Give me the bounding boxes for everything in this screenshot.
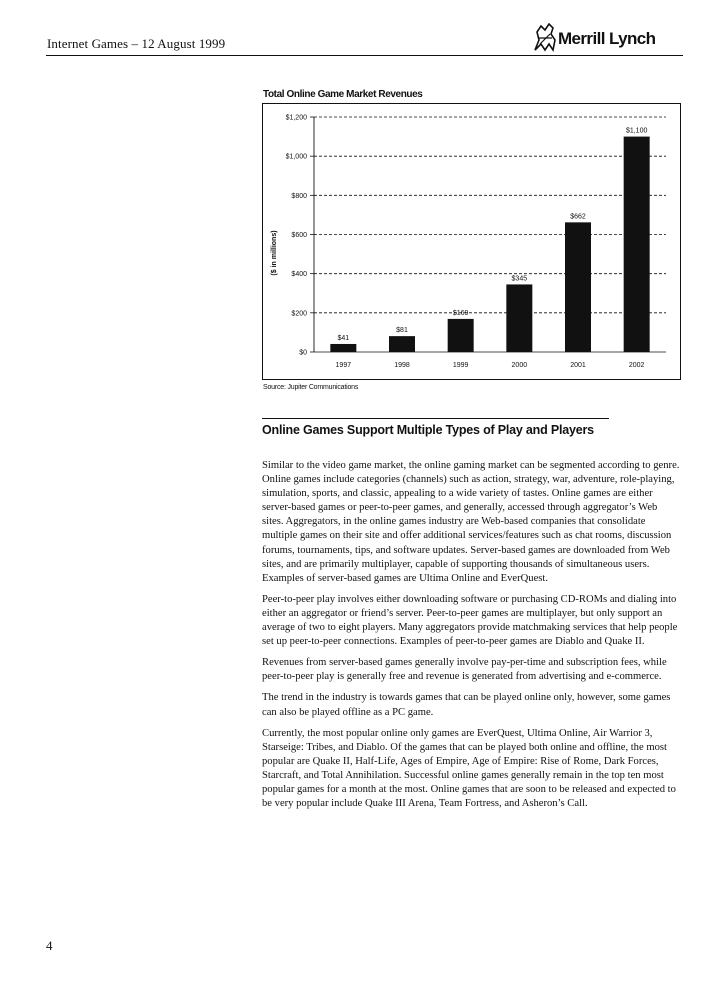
data-label: $1,100 [625,127,648,135]
bar-2002 [624,137,650,352]
paragraph: Peer-to-peer play involves either downloading software or purchasing CD-ROMs and dialing into either an aggregator or friend’s server. Peer-to-peer games are multiplayer, but only support an average of two to eight players. Many aggregators provide matchmaking services that help people set up peer-to-peer connections. Examples of peer-to-peer games are Diablo and Quake II. [262,593,678,648]
bar-1999 [448,319,474,352]
y-tick-label: $1,200 [285,114,307,122]
y-axis-label: ($ in millions) [271,230,278,276]
y-tick-label: $200 [291,310,307,318]
revenue-bar-chart [262,100,684,382]
paragraph: Currently, the most popular online only games are EverQuest, Ultima Online, Air Warrior 3, Starseige: Tribes, and Diablo. Of the games that can be played both online and offline, the most popular are Quake II, Half-Life, Ages of Empire, Age of Empire: Rise of Rome, Dark Forces, Starcraft, and Total Annihilation. Successful online games generally remain in the top ten most popular games for a month at the most. Online games that are soon to be released and expected to be very popular include Quake III Arena, Team Fortress, and Asheron’s Call. [262,727,676,810]
x-tick-label: 2000 [511,362,528,369]
x-tick-label: 2002 [628,362,645,369]
body-text [262,459,680,818]
x-tick-label: 1997 [335,362,352,369]
paragraph: The trend in the industry is towards games that can be played online only, however, some games can also be played offline as a PC game. [262,692,671,718]
y-tick-label: $800 [291,192,307,200]
data-label: $662 [570,213,586,221]
data-label: $41 [337,334,350,342]
x-tick-label: 1999 [452,362,469,369]
bar-2000 [506,284,532,352]
data-label: $169 [452,309,469,317]
data-label: $345 [511,275,528,283]
y-tick-label: $400 [291,271,307,279]
header-rule [46,55,683,56]
logo-text: Merrill Lynch [558,29,656,48]
header-title: Internet Games – 12 August 1999 [47,36,226,51]
data-label: $81 [396,327,408,335]
chart-source: Source: Jupiter Communications [263,384,359,391]
bar-1998 [389,336,415,352]
page-number: 4 [46,938,53,953]
x-tick-label: 2001 [570,362,586,369]
bull-icon [532,20,558,54]
bar-2001 [565,222,591,352]
x-tick-label: 1998 [394,362,410,369]
y-tick-label: $0 [299,349,307,357]
chart-title: Total Online Game Market Revenues [263,89,423,100]
bar-1997 [330,344,356,352]
y-tick-label: $600 [291,232,307,239]
paragraph: Similar to the video game market, the online gaming market can be segmented according to genre. Online games include categories (channels) such as action, strategy, war, adventure, role-playing, simulation, sports, and classic, appealing to a wide variety of tastes. Online games are either server-based games or peer-to-peer games, and generally, accessed through aggregator’s Web sites. Aggregators, in the online games industry are Web-based companies that consolidate multiple games on their site and offer additional services/features such as chat rooms, discussion forums, tournaments, tips, and software updates. Server-based games are downloaded from Web sites, and are primarily multiplayer, capable of supporting thousands of simultaneous users. Examples of server-based games are Ultima Online and EverQuest. [262,460,680,584]
section-rule [262,418,609,419]
paragraph: Revenues from server-based games generally involve pay-per-time and subscription fees, while peer-to-peer play is generally free and revenue is generated from advertising and e-commerce. [262,657,667,683]
y-tick-label: $1,000 [285,153,307,161]
merrill-lynch-logo [532,18,684,54]
section-heading: Online Games Support Multiple Types of Play and Players [262,423,594,437]
